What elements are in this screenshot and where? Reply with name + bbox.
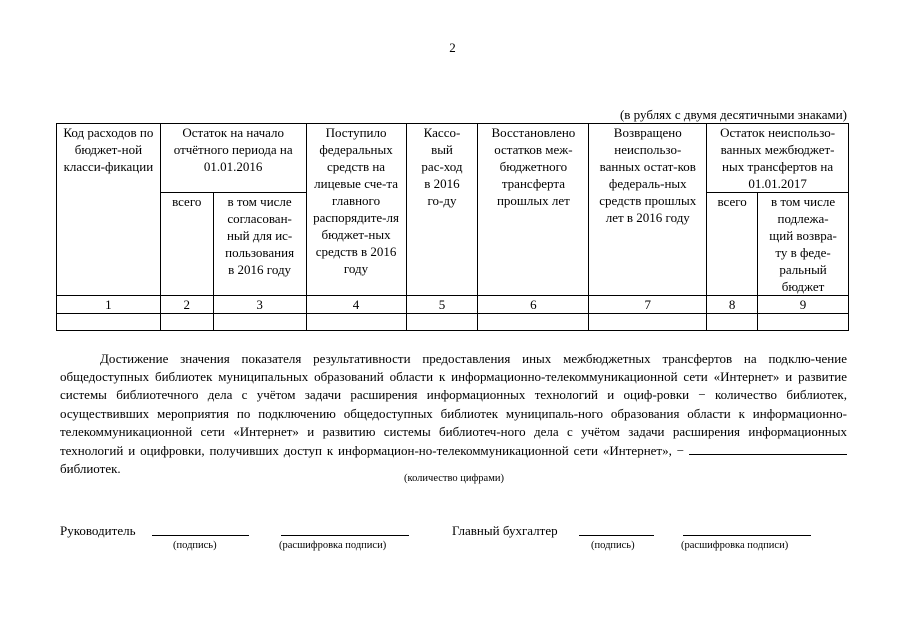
header-returned: Возвращено неиспользо-ванных остат-ков федераль-ных средств прошлых лет в 2016 году [589,124,707,296]
page-number: 2 [449,40,456,55]
header-balance-start: Остаток на начало отчётного периода на 01.01.2016 [160,124,306,193]
empty-cell [306,314,406,331]
column-number: 5 [406,296,478,314]
empty-cell [213,314,306,331]
library-count-blank [689,441,847,455]
header-balance-end: Остаток неиспользо-ванных межбюджет-ных трансфертов на 01.01.2017 [707,124,849,193]
header-cash-expense: Кассо-вый рас-ход в 2016 го-ду [406,124,478,296]
header-end-to-return: в том числе подлежа-щий возвра-ту в феде-ральный бюджет [758,193,849,296]
header-balance-total: всего [160,193,213,296]
empty-cell [589,314,707,331]
head-signature-line [152,535,249,536]
paragraph-end-text: библиотек. [60,461,121,477]
header-row-1 [57,124,849,193]
column-number: 7 [589,296,707,314]
head-decoding-caption: (расшифровка подписи) [279,540,387,551]
header-end-total: всего [707,193,758,296]
accountant-signature-caption: (подпись) [591,540,635,551]
empty-cell [478,314,589,331]
accountant-decoding-caption: (расшифровка подписи) [681,540,789,551]
column-number: 2 [160,296,213,314]
blank-caption: (количество цифрами) [404,473,504,484]
empty-cell [57,314,161,331]
paragraph-text: Достижение значения показателя результативности предоставления иных межбюджетных трансфертов на подклю-чение общедоступных библиотек муниципальных образований области к информационно-телекоммуникационной сети «Интернет» и развитие системы библиотечного дела с учётом задачи расширения информационных технологий и оциф-ровки − количество библиотек, осуществивших мероприятия по подключению общедоступных библиотек муниципаль-ного образования области к информационно-телекоммуникационной сети «Интернет» и развитию системы библиотеч-ного дела с учётом задачи расширения информационных технологий и оцифровки, получивших доступ к информацион-но-телекоммуникационной сети «Интернет», − [60,351,847,459]
column-number: 6 [478,296,589,314]
report-table [56,123,849,331]
header-received: Поступило федеральных средств на лицевые сче-та главного распорядите-ля бюджет-ных средств в 2016 году [306,124,406,296]
empty-cell [707,314,758,331]
header-code: Код расходов по бюджет-ной класси-фикации [57,124,161,296]
column-number: 3 [213,296,306,314]
units-note: (в рублях с двумя десятичными знаками) [619,107,847,122]
header-restored: Восстановлено остатков меж-бюджетного трансферта прошлых лет [478,124,589,296]
column-number: 9 [758,296,849,314]
head-decoding-line [281,535,409,536]
column-number: 4 [306,296,406,314]
indicator-paragraph [60,350,847,478]
empty-data-row [57,314,849,331]
header-balance-agreed: в том числе согласован-ный для ис-пользования в 2016 году [213,193,306,296]
empty-cell [758,314,849,331]
accountant-signature-line [579,535,654,536]
accountant-label: Главный бухгалтер [452,523,558,538]
column-number: 1 [57,296,161,314]
empty-cell [160,314,213,331]
accountant-decoding-line [683,535,811,536]
column-number: 8 [707,296,758,314]
empty-cell [406,314,478,331]
column-number-row [57,296,849,314]
head-label: Руководитель [60,523,136,538]
head-signature-caption: (подпись) [173,540,217,551]
